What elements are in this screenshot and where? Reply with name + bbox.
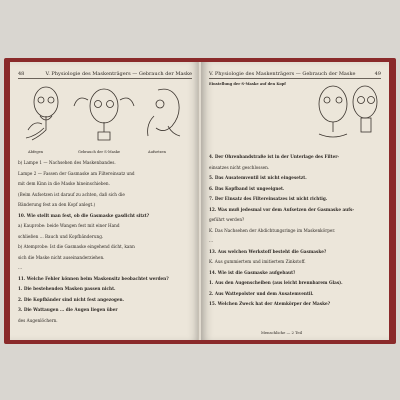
text-line: 11. Welche Fehler können beim Maskensitz beobachtet werden?: [18, 275, 169, 281]
text-line: Bänderung fest an den Kopf anlegt.): [18, 202, 96, 207]
text-line: (Beim Aufsetzen ist darauf zu achten, daß sich die: [18, 191, 125, 197]
text-line: 2. Aus Wattepolster und dem Ausatemventil.: [209, 290, 314, 296]
text-line: geführt werden?: [209, 217, 245, 222]
text-line: 3. Die Wattaugen ... die Augen liegen über: [18, 307, 118, 312]
text-line: b) Lampe 1 — Nachsehen des Maskenbandes.: [18, 160, 116, 165]
text-line: 14. Wie ist die Gasmaske aufgebaut?: [209, 269, 296, 275]
text-line: 2. Die Kopfbänder sind nicht fest angezogen.: [18, 296, 125, 302]
gas-mask-illustration: [18, 80, 192, 148]
text-line: 12. Was muß jedesmal vor dem Aufsetzen der Gasmaske aufs-: [209, 206, 355, 212]
text-line: schließen ... Bauch und Kopfbänderung.: [18, 233, 104, 239]
right-page: [201, 62, 389, 340]
left-head-text: V. Physiologie des Maskenträgers — Gebrauch der Maske: [45, 71, 192, 77]
caption-1: Abfegen: [28, 150, 44, 154]
text-line: ...: [18, 265, 22, 270]
right-page-number: 49: [374, 71, 381, 77]
text-line: ...: [209, 238, 213, 243]
right-footer: Menschliche — 2 Teil: [261, 330, 303, 335]
left-page: [10, 62, 200, 340]
text-line: 13. Aus welchen Werkstoff besteht die Gasmaske?: [209, 248, 327, 254]
right-head-text: V. Physiologie des Maskenträgers — Gebrauch der Maske: [209, 71, 356, 77]
text-line: 10. Wie stellt man fest, ob die Gasmaske gasdicht sitzt?: [18, 212, 150, 218]
left-running-head: [18, 71, 192, 79]
text-line: K. Das Nachsehen der Abdichtungsringe im Maskenkörper.: [209, 227, 336, 233]
text-line: einsatzes nicht geschlossen.: [209, 164, 270, 170]
text-line: 4. Der Ohrenbandstraße ist in der Unterlage des Filter-: [209, 154, 340, 159]
text-line: 5. Das Ausatemventil ist nicht eingesetzt.: [209, 175, 307, 180]
text-line: Lampe 2 — Fassen der Gasmaske am Filtereinsatz und: [18, 170, 135, 176]
text-line: 7. Der Einsatz des Filtereinsatzes ist nicht richtig.: [209, 196, 328, 201]
text-line: 1. Aus den Augenscheiben (aus leicht brennbarem Glas).: [209, 280, 343, 285]
left-page-number: 48: [18, 71, 25, 77]
text-line: mit dem Kinn in die Maske hineinschieben.: [18, 181, 110, 186]
text-line: K. Aus gummiertem und imitiertem Zinkstoff.: [209, 259, 306, 264]
caption-2: Gebrauch der S-Maske: [78, 150, 121, 154]
text-line: 1. Die bestehenden Masken passen nicht.: [18, 286, 116, 291]
caption-3: Aufsetzen: [148, 150, 166, 154]
text-line: 6. Das Kopfband ist ungeeignet.: [209, 185, 285, 191]
text-line: a) Kauprobe: beide Wangen fest mit einer Hand: [18, 223, 120, 228]
text-line: 15. Welchen Zweck hat der Atemkörper der Maske?: [209, 301, 331, 306]
text-line: des Augenlöchern.: [18, 317, 58, 323]
text-line: sich die Maske nicht auseinanderziehen.: [18, 254, 105, 260]
gas-mask-head-illustration: [309, 78, 383, 144]
text-line: b) Atemprobe: Ist die Gasmaske eingehend dicht, kann: [18, 244, 135, 249]
figure-caption: Einstellung der S-Maske auf den Kopf: [209, 82, 286, 86]
